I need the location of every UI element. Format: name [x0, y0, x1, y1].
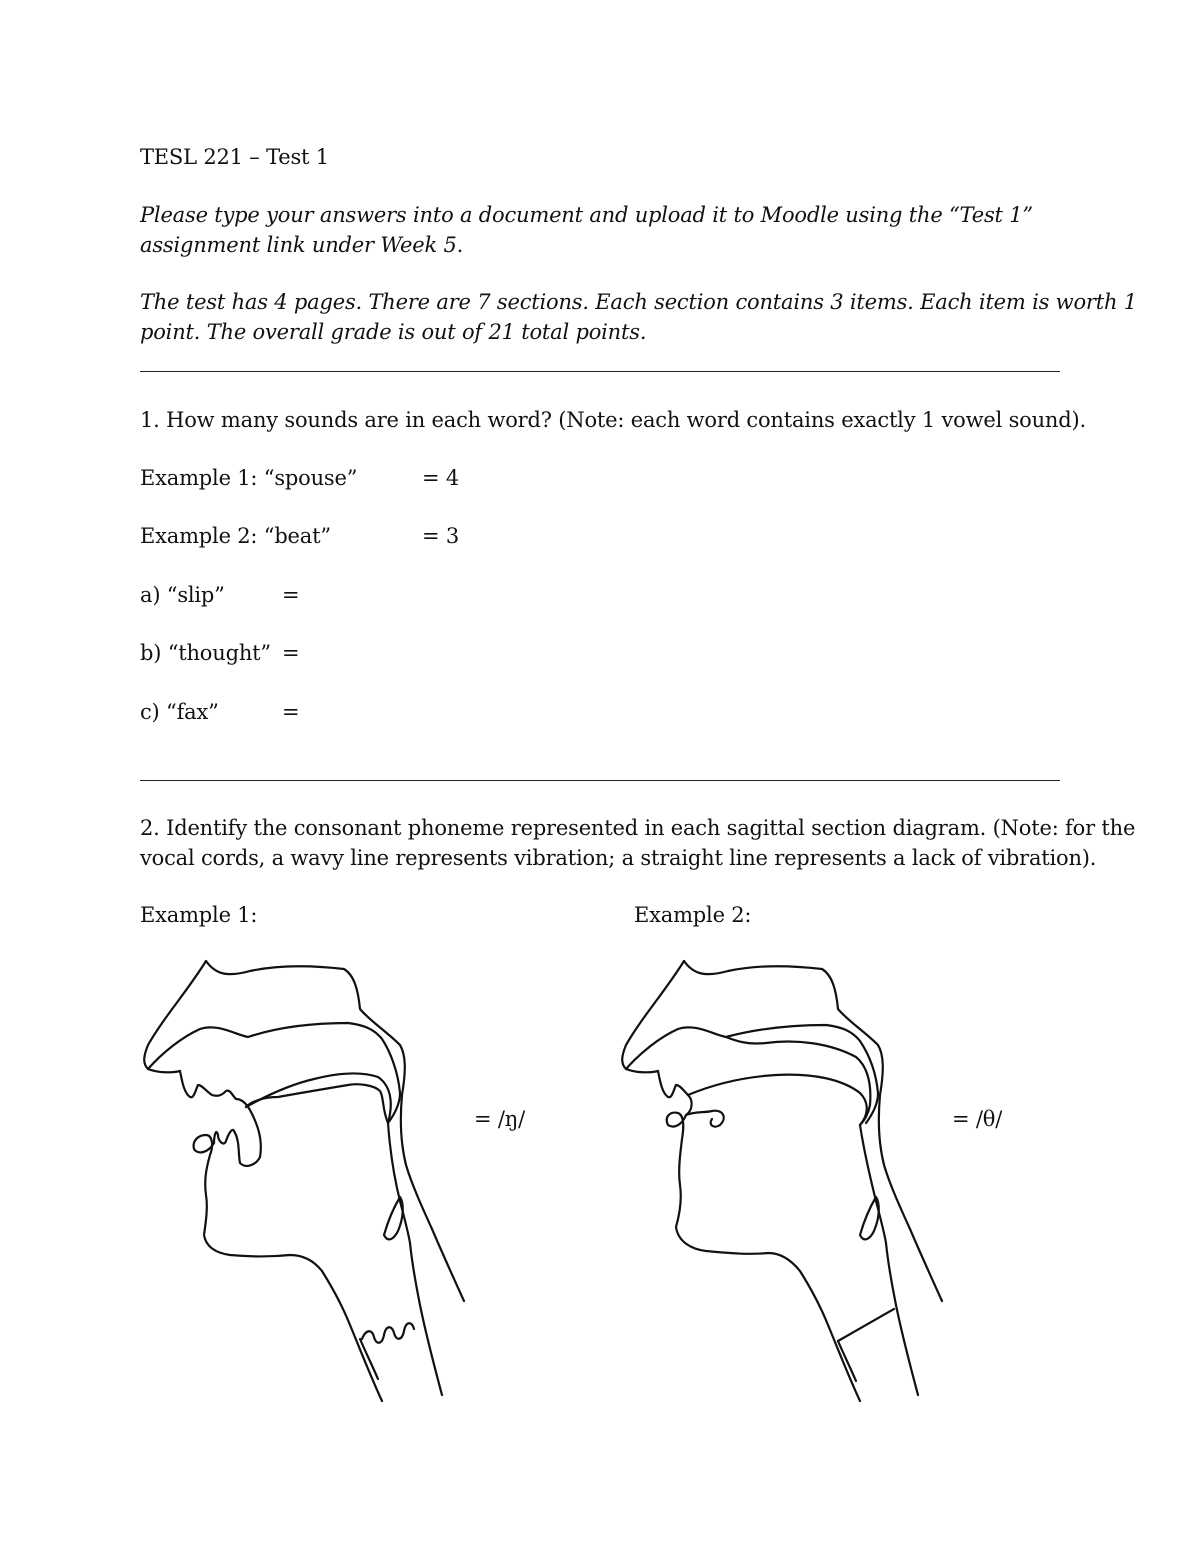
section-1-question: 1. How many sounds are in each word? (Note: each word contains exactly 1 vowel sound).: [140, 408, 1086, 432]
larynx-line: [410, 1243, 442, 1395]
section-divider: [140, 780, 1060, 781]
tongue-line: [686, 1095, 724, 1127]
instructions-line-1: Please type your answers into a document and upload it to Moodle using the “Test 1”: [140, 203, 1033, 227]
pharynx-line: [388, 1123, 410, 1243]
section-1-item-b-answer: =: [282, 641, 300, 665]
section-2-example-1-label: Example 1:: [140, 903, 258, 927]
tongue-body-line: [688, 1075, 867, 1125]
upper-lip-line: [180, 1071, 236, 1099]
instructions-line-3: The test has 4 pages. There are 7 sections. Each section contains 3 items. Each item is worth 1: [140, 290, 1137, 314]
page-title: TESL 221 – Test 1: [140, 145, 329, 169]
lower-lip-line: [194, 1135, 322, 1271]
section-2-question-line-1: 2. Identify the consonant phoneme represented in each sagittal section diagram. (Note: for the: [140, 816, 1136, 840]
neck-front-line: [800, 1271, 860, 1401]
sagittal-diagram-example-2: [616, 945, 956, 1410]
face-profile-line: [144, 961, 206, 1072]
section-2-example-2-answer: = /θ/: [952, 1107, 1003, 1131]
vocal-cords-straight-line: [838, 1309, 894, 1341]
section-2-question-line-2: vocal cords, a wavy line represents vibration; a straight line represents a lack of vibration).: [140, 846, 1097, 870]
upper-lip-line: [658, 1071, 688, 1097]
section-divider: [140, 371, 1060, 372]
section-1-example-2-label: Example 2: “beat”: [140, 524, 331, 548]
instructions-line-2: assignment link under Week 5.: [140, 233, 464, 257]
section-1-example-1-label: Example 1: “spouse”: [140, 466, 358, 490]
section-1-item-a-answer: =: [282, 583, 300, 607]
nasal-cavity-line: [206, 961, 464, 1301]
section-2-example-2-label: Example 2:: [634, 903, 752, 927]
nasal-floor-line: [626, 1025, 878, 1123]
section-1-item-a-label: a) “slip”: [140, 583, 225, 607]
velum-line: [726, 1037, 870, 1125]
section-1-item-b-label: b) “thought”: [140, 641, 271, 665]
section-1-example-1-answer: = 4: [422, 466, 460, 490]
larynx-line: [886, 1243, 918, 1395]
lower-lip-line: [667, 1113, 800, 1271]
section-1-item-c-answer: =: [282, 700, 300, 724]
vocal-cords-vibrating-line: [362, 1323, 414, 1343]
section-1-example-2-answer: = 3: [422, 524, 460, 548]
face-profile-line: [622, 961, 684, 1072]
instructions-line-4: point. The overall grade is out of 21 total points.: [140, 320, 647, 344]
vocal-cords-lower-line: [838, 1341, 856, 1381]
sagittal-diagram-example-1: [138, 945, 478, 1410]
section-1-item-c-label: c) “fax”: [140, 700, 219, 724]
section-2-example-1-answer: = /ŋ/: [474, 1107, 525, 1131]
tongue-line: [214, 1099, 261, 1166]
nasal-cavity-line: [684, 961, 942, 1301]
